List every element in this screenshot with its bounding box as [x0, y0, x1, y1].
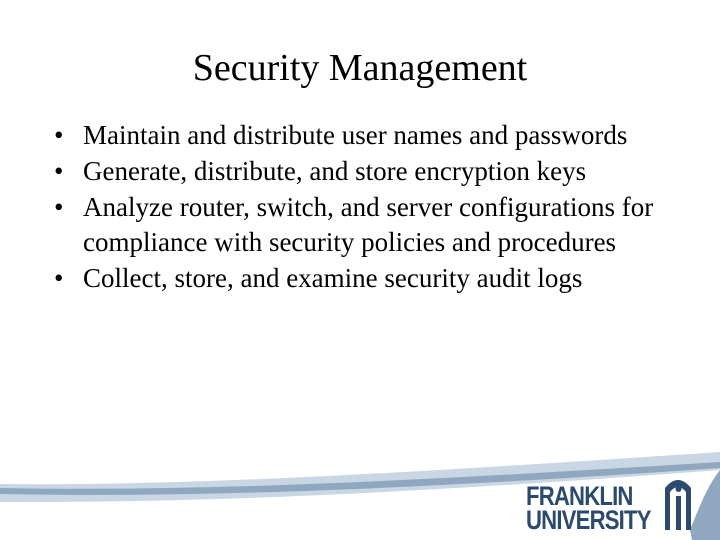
swoosh-accent: [690, 470, 720, 540]
bullet-text: Collect, store, and examine security audit logs: [83, 263, 583, 293]
bullet-dot: •: [54, 120, 64, 150]
bullet-text: Generate, distribute, and store encryption keys: [83, 156, 587, 186]
bullet-text: Analyze router, switch, and server configurations for compliance with security policies and procedures: [83, 192, 654, 257]
bullet-dot: •: [54, 156, 64, 186]
logo-line-1: FRANKLIN: [526, 481, 633, 511]
franklin-university-logo: [526, 481, 666, 535]
bullet-dot: •: [54, 263, 64, 293]
logo-line-2: UNIVERSITY: [526, 505, 651, 535]
bullet-text: Maintain and distribute user names and passwords: [83, 120, 628, 150]
bullet-dot: •: [54, 192, 64, 222]
logo-emblem-icon: [665, 480, 691, 530]
slide-title: Security Management: [192, 47, 528, 89]
